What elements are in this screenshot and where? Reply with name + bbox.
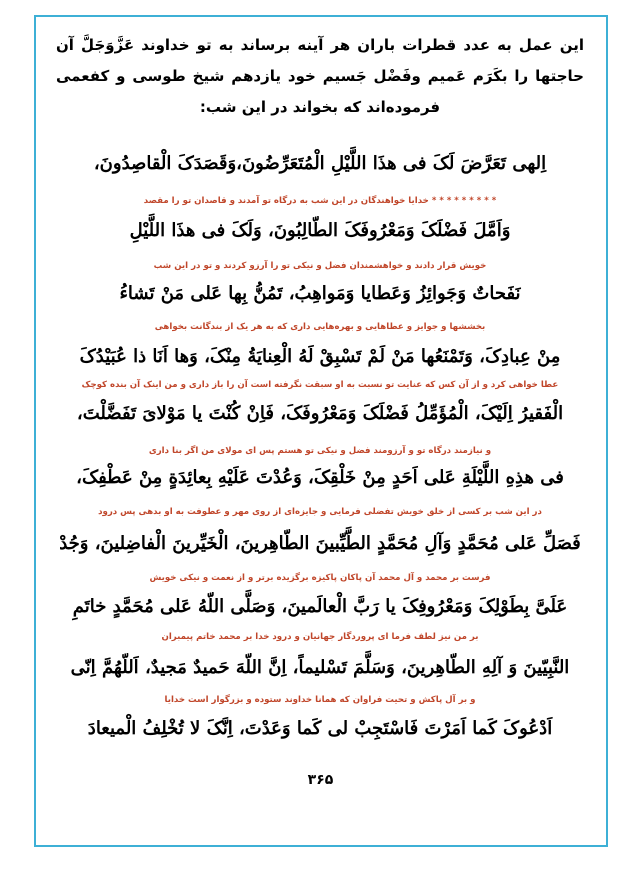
translation-line-8: بر من نیز لطف فرما ای پروردگار جهانیان و درود خدا بر محمد خاتم پیمبران [161, 632, 479, 642]
intro-paragraph: این عمل به عدد قطرات باران هر آینه برساند به تو خداوند عَزَّوَجَلَّ آن حاجتها را بکَرَم عَمیم وفَضْل جَسیم خود یازدهم شیخ طوسی و کفعمی فرموده‌اند که بخواند در این شب: [56, 36, 584, 116]
translation-line-7: فرست بر محمد و آل محمد آن پاکان پاکیزه برگزیده برتر و از نعمت و نیکی خویش [149, 573, 491, 583]
arabic-line-10: اَدْعُوکَ کَما اَمَرْتَ فَاسْتَجِبْ لی کَما وَعَدْتَ، اِنَّکَ لا تُخْلِفُ الْمیعادَ [87, 718, 553, 739]
arabic-line-5: الْفَقیرُ اِلَیْکَ، الْمُؤَمِّلُ فَضْلَکَ وَمَعْرُوفَکَ، فَاِنْ کُنْتَ یا مَوْلایَ تَفَضَّلْتَ، [76, 403, 564, 424]
translation-line-6: در این شب بر کسی از خلق خویش تفضلی فرمایی و جایزه‌ای از روی مهر و عطوفت به او بدهی پس درود [98, 507, 542, 517]
arabic-line-2: وَاَمَّلَ فَضْلَکَ وَمَعْرُوفَکَ الطّالِبُونَ، وَلَکَ فی هذَا اللَّیْلِ [129, 220, 511, 241]
translation-line-3: بخششها و جوایز و عطاهایی و بهره‌هایی داری که به هر یک از بندگانت بخواهی [154, 322, 486, 332]
page-content [56, 30, 584, 739]
translation-line-1: * * * * * * * * * خدایا خواهندگان در این شب به درگاه تو آمدند و قاصدان تو را مقصد [143, 196, 497, 206]
translation-line-5: و نیازمند درگاه تو و آرزومند فضل و نیکی تو هستم پس ای مولای من اگر بنا داری [148, 446, 492, 456]
page-number: ۳۶۵ [307, 772, 334, 788]
arabic-line-8: عَلَیَّ بِطَوْلِکَ وَمَعْرُوفِکَ یا رَبَّ الْعالَمینَ، وَصَلَّی اللّهُ عَلی مُحَمَّدٍ خاتَمِ [72, 596, 568, 617]
translation-line-4: عطا خواهی کرد و از آن کس که عنایت تو نسبت به او سبقت نگرفته است آن را باز داری و من اینک آن بنده کوچک [81, 380, 559, 390]
arabic-line-1: اِلهی تَعَرَّضَ لَکَ فی هذَا اللَّیْلِ الْمُتَعَرِّضُونَ،وَقَصَدَکَ الْقاصِدُونَ، [93, 153, 547, 174]
arabic-line-4: مِنْ عِبادِکَ، وَتَمْنَعُها مَنْ لَمْ تَسْبِقْ لَهُ الْعِنایَةُ مِنْکَ، وَها اَنَا ذا عُبَیْدُکَ [79, 346, 561, 367]
arabic-line-3: نَفَحاتٌ وَجَوائِزُ وَعَطایا وَمَواهِبُ، تَمُنُّ بِها عَلی مَنْ تَشاءُ [119, 283, 521, 304]
translation-line-2: خویش قرار دادند و خواهشمندان فضل و نیکی تو را آرزو کردند و تو در این شب [153, 261, 487, 271]
translation-line-9: و بر آل پاکش و تحیت فراوان که همانا خداوند ستوده و بزرگوار است خدایا [164, 695, 476, 705]
arabic-line-7: فَصَلِّ عَلی مُحَمَّدٍ وَآلِ مُحَمَّدٍ الطَّیِّبینَ الطّاهِرینَ، الْخَیِّرینَ الْفاضِلینَ، وَجُدْ [59, 533, 581, 554]
arabic-line-9: النَّبِیّینَ وَ آلِهِ الطّاهِرینَ، وَسَلَّمَ تَسْلیماً، اِنَّ اللّهَ حَمیدٌ مَجیدٌ، اَللّهُمَّ اِنّی [70, 657, 570, 678]
arabic-line-6: فی هذِهِ اللَّیْلَةِ عَلی اَحَدٍ مِنْ خَلْقِکَ، وَعُدْتَ عَلَیْهِ بِعائِدَةٍ مِنْ عَطْفِکَ، [76, 467, 564, 488]
